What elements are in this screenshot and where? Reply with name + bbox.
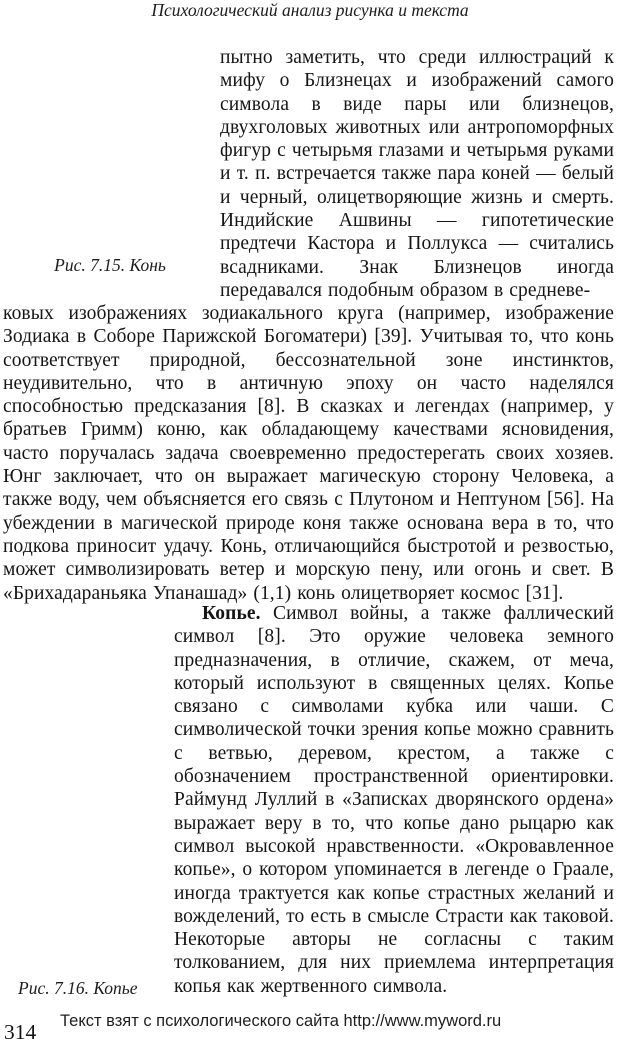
running-header: Психологический анализ рисунка и текста <box>151 0 469 20</box>
figure-7-15-caption: Рис. 7.15. Конь <box>54 255 166 275</box>
spear-paragraph-text: Символ войны, а также фаллический символ [8]. Это оружие человека земного предназначения, в отличие, скажем, от меча, который используют в священных целях. Копье связано с символами кубка или чаши. С символической точки зрения копье можно сравнить с ветвью, деревом, крестом, а также с обозначением пространственной ориентировки. Раймунд Луллий в «Записках дворянского ордена» выражает веру в то, что копье дано рыцарю как символ высокой нравственности. «Окровавленное копье», о котором упоминается в легенде о Граале, иногда трактуется как копье страстных желаний и вожделений, то есть в смысле Страсти как таковой. Некоторые авторы не согласны с таким толкованием, для них приемлема интерпретация копья как жертвенного символа. <box>174 603 614 997</box>
page-number: 314 <box>4 1020 37 1044</box>
figure-7-16-caption: Рис. 7.16. Копье <box>18 978 138 998</box>
paragraph-spear <box>174 602 614 998</box>
figure-7-16-image-area <box>0 604 172 974</box>
spear-term-bold: Копье. <box>202 603 261 624</box>
paragraph-horse-wrapped: пытно заметить, что среди иллюстраций к мифу о Близнецах и изображений самого символа в виде пары или близнецов, двухголовых животных или антропоморфных фигур с четырьмя глазами и четырьмя руками и т. п. встречается также пара коней — белый и черный, олицетворяющие жизнь и смерть. Индийские Ашвины — гипотетические предтечи Кастора и Поллукса — считались всадниками. Знак Близнецов иногда передавался подобным образом в средневе- <box>220 47 614 301</box>
site-attribution-note: Текст взят с психологического сайта http://www.myword.ru <box>60 1012 502 1030</box>
paragraph-horse-fullwidth: ковых изображениях зодиакального круга (например, изображение Зодиака в Соборе Парижской Богоматери) [39]. Учитывая то, что конь соответствует природной, бессознательной зоне инстинктов, неудивительно, что в античную эпоху он часто наделялся способностью предсказания [8]. В сказках и легендах (например, у братьев Гримм) коню, как обладающему качествами ясновидения, часто поручалась задача своевременно предостерегать своих хозяев. Юнг заключает, что он выражает магическую сторону Человека, а также воду, чем объясняется его связь с Плутоном и Нептуном [56]. На убеждении в магической природе коня также основана вера в то, что подкова приносит удачу. Конь, отличающийся быстротой и резвостью, может символизировать ветер и морскую пену, или огонь и свет. В «Брихадараньяка Упанашад» (1,1) конь олицетворяет космос [31]. <box>3 303 614 604</box>
figure-7-15-image-area <box>0 46 218 252</box>
